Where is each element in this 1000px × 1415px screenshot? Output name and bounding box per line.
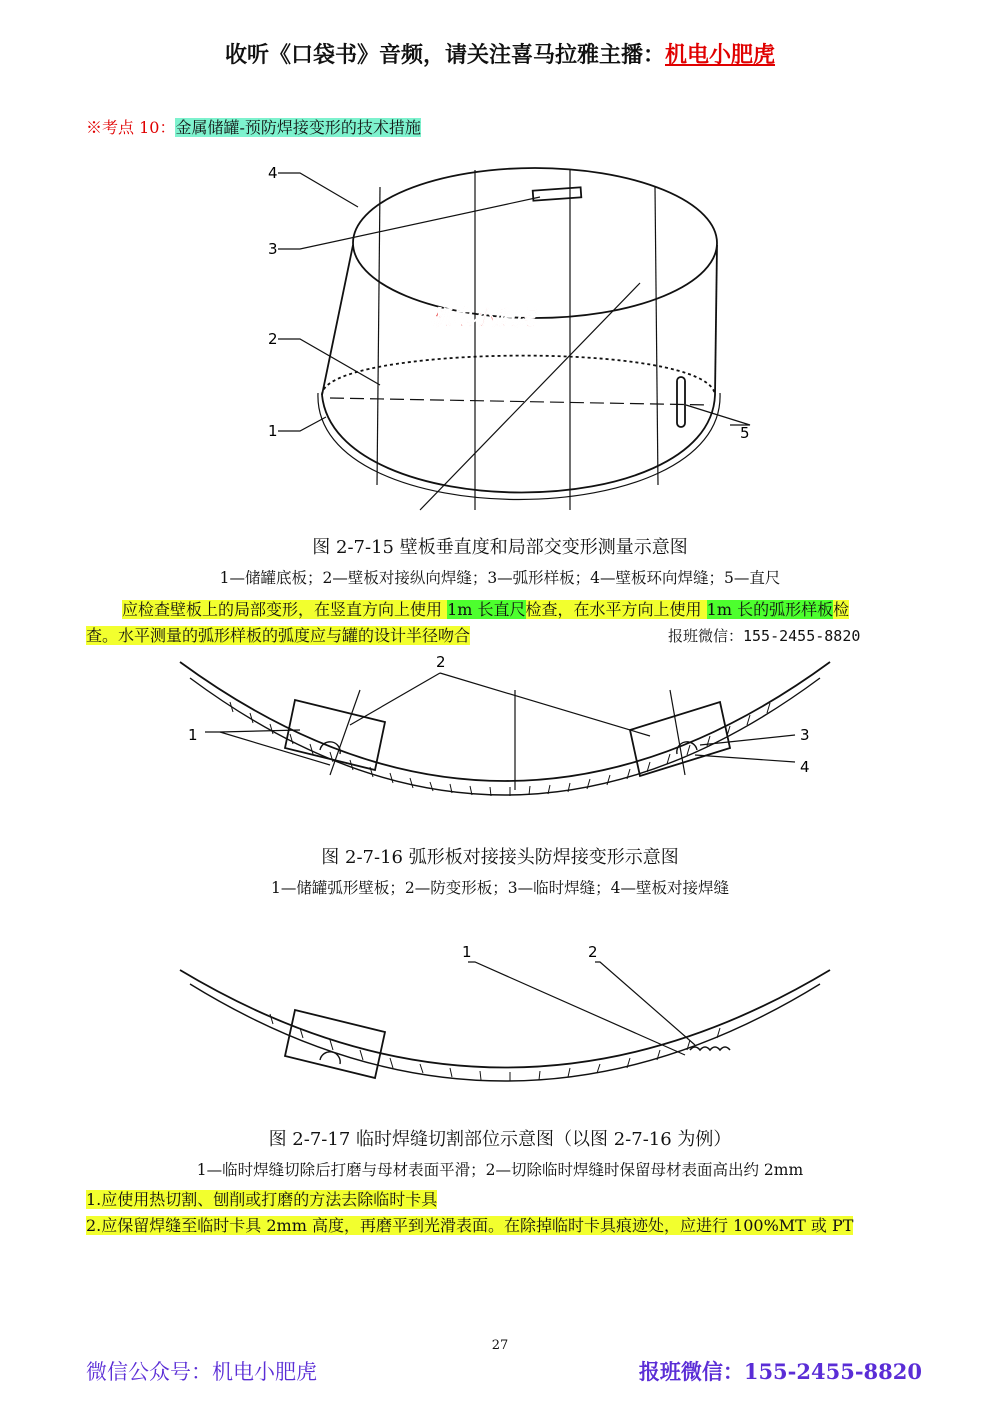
fig3-legend: 1—临时焊缝切除后打磨与母材表面平滑；2—切除临时焊缝时保留母材表面高出约 2mm (196, 1161, 804, 1179)
para1-text-b: 检查，在水平方向上使用 (525, 600, 707, 619)
fig1-legend: 1—储罐底板；2—壁板对接纵向焊缝；3—弧形样板；4—壁板环向焊缝；5—直尺 (219, 569, 781, 587)
fig2-label-4: 4 (800, 758, 810, 776)
fig1-label-3: 3 (268, 240, 278, 258)
footer-contact: 报班微信：155-2455-8820 (638, 1359, 922, 1384)
fig3-label-1: 1 (462, 943, 472, 961)
fig2-label-3: 3 (800, 726, 810, 744)
watermark-text: 机电小肥虎 (430, 306, 535, 330)
header-prefix: 收听《口袋书》音频，请关注喜马拉雅主播： (224, 42, 665, 68)
fig2-legend: 1—储罐弧形壁板；2—防变形板；3—临时焊缝；4—壁板对接焊缝 (271, 879, 729, 897)
kaodian-title: 金属储罐-预防焊接变形的技术措施 (175, 118, 421, 137)
note-1: 1.应使用热切割、刨削或打磨的方法去除临时卡具 (86, 1190, 438, 1209)
kaodian-mark: ※考点 10： (86, 118, 176, 137)
tank-bottom-front (322, 395, 715, 493)
fig1-label-4: 4 (268, 164, 278, 182)
para1-text-c: 检 (833, 600, 850, 619)
header-anchor-link[interactable]: 机电小肥虎 (665, 42, 776, 68)
fig1-label-5: 5 (740, 424, 750, 442)
para1-line2: 查。水平测量的弧形样板的弧度应与罐的设计半径吻合 (86, 626, 471, 645)
fig3-label-2: 2 (588, 943, 598, 961)
kaodian-heading (86, 115, 421, 138)
page-number: 27 (491, 1338, 509, 1353)
weld-cut-diagram (170, 940, 840, 1090)
fig2-label-1: 1 (188, 726, 198, 744)
fig1-label-2: 2 (268, 330, 278, 348)
notes-block (86, 1187, 936, 1239)
fig2-label-2: 2 (436, 653, 446, 671)
tank-diagram (240, 155, 780, 525)
arc-plate-diagram (170, 650, 840, 850)
para1-contact: 报班微信：155-2455-8820 (668, 627, 861, 645)
paragraph-measurement (86, 597, 936, 649)
para1-text-a: 应检查壁板上的局部变形，在竖直方向上使用 (122, 600, 448, 619)
fig1-caption: 图 2-7-15 壁板垂直度和局部交变形测量示意图 (312, 537, 688, 558)
page-header (0, 38, 1000, 69)
footer-wechat-account: 微信公众号：机电小肥虎 (86, 1360, 317, 1384)
fig1-label-1: 1 (268, 422, 278, 440)
para1-green-ruler: 1m 长直尺 (447, 600, 526, 619)
fig3-caption: 图 2-7-17 临时焊缝切割部位示意图（以图 2-7-16 为例） (268, 1129, 732, 1150)
fig2-caption: 图 2-7-16 弧形板对接接头防焊接变形示意图 (321, 847, 679, 868)
para1-green-template: 1m 长的弧形样板 (706, 600, 834, 619)
note-2: 2.应保留焊缝至临时卡具 2mm 高度，再磨平到光滑表面。在除掉临时卡具痕迹处，应进行 100%MT 或 PT (86, 1216, 854, 1235)
